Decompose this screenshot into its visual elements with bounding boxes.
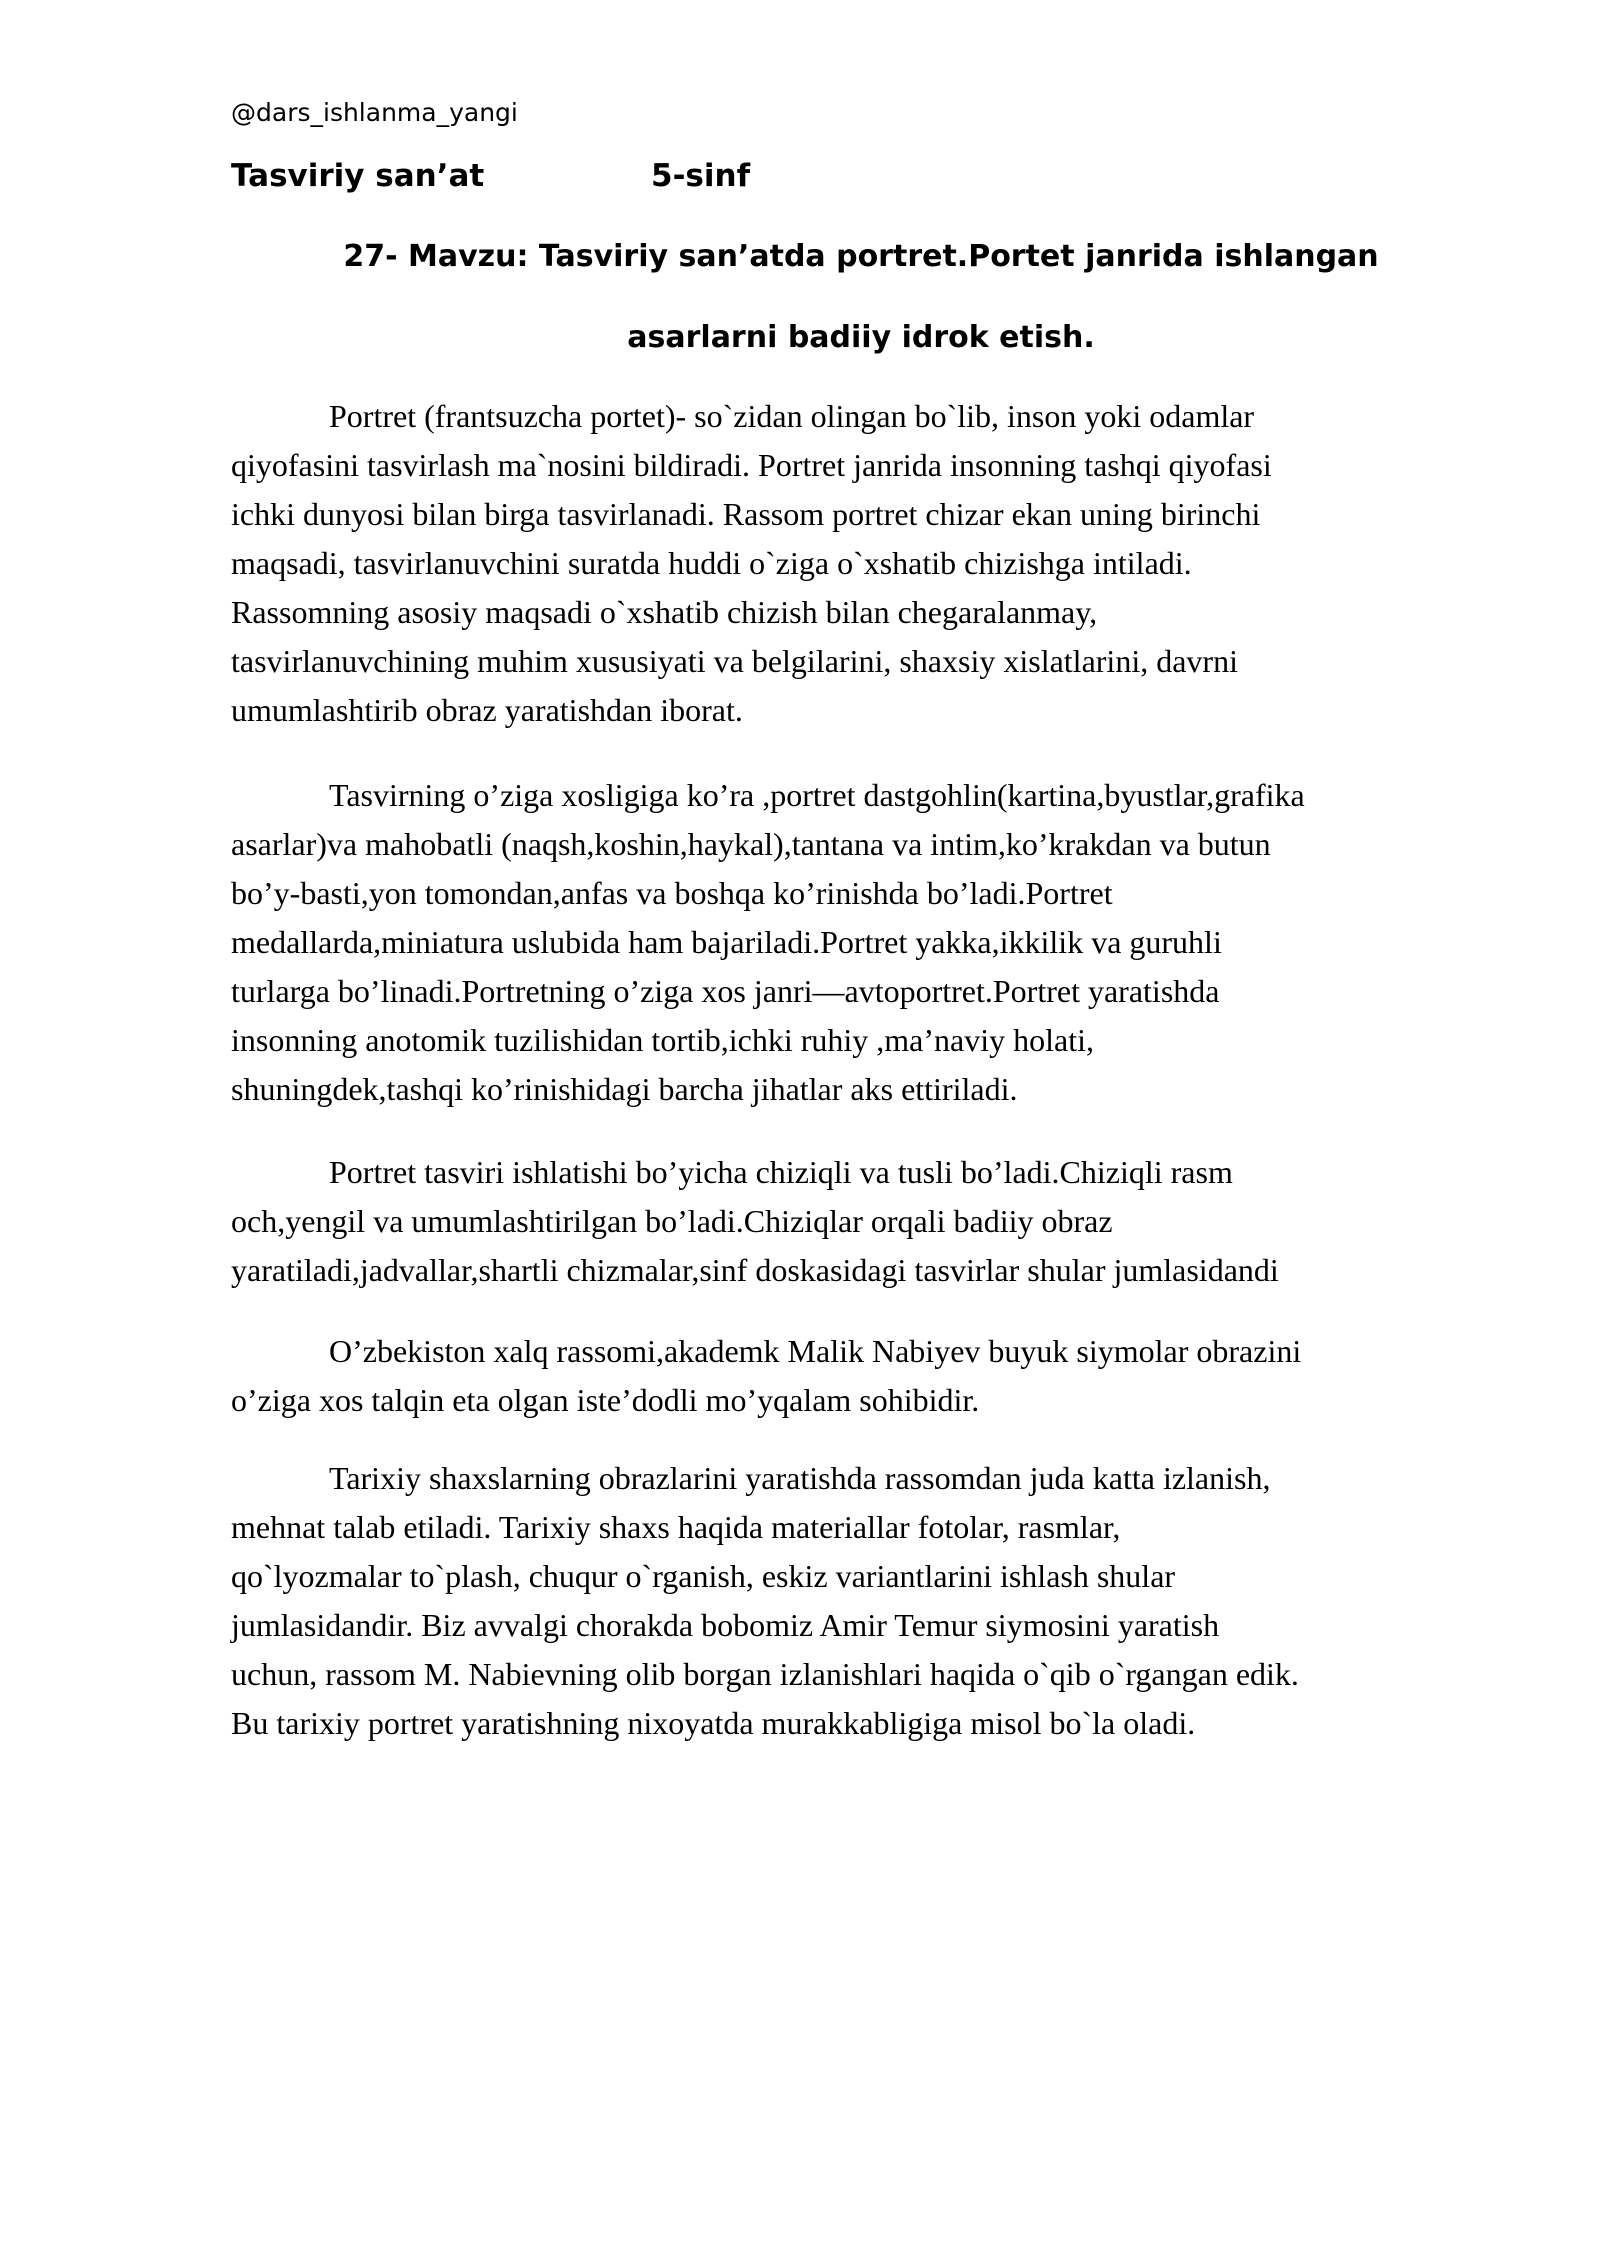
subject-label: Tasviriy san’at	[231, 158, 485, 194]
paragraph-line: Tasvirning o’ziga xosligiga ko’ra ,portret dastgohlin(kartina,byustlar,grafika	[329, 777, 1305, 813]
paragraph	[231, 771, 1521, 1114]
paragraph	[231, 1327, 1521, 1425]
paragraph	[231, 1454, 1521, 1748]
channel-handle: @dars_ishlanma_yangi	[231, 98, 518, 127]
paragraph-line: och,yengil va umumlashtirilgan bo’ladi.Chiziqlar orqali badiiy obraz	[231, 1203, 1113, 1239]
paragraph-line: qo`lyozmalar to`plash, chuqur o`rganish, eskiz variantlarini ishlash shular	[231, 1558, 1176, 1594]
grade-label: 5-sinf	[651, 158, 751, 194]
paragraph-line: tasvirlanuvchining muhim xususiyati va belgilarini, shaxsiy xislatlarini, davrni	[231, 643, 1238, 679]
topic-title-line-2: asarlarni badiiy idrok etish.	[627, 320, 1095, 355]
paragraph-line: asarlar)va mahobatli (naqsh,koshin,haykal),tantana va intim,ko’krakdan va butun	[231, 826, 1271, 862]
paragraph-line: Bu tarixiy portret yaratishning nixoyatda murakkabligiga misol bo`la oladi.	[231, 1705, 1196, 1741]
paragraph-line: mehnat talab etiladi. Tarixiy shaxs haqida materiallar fotolar, rasmlar,	[231, 1509, 1121, 1545]
paragraph-line: Tarixiy shaxslarning obrazlarini yaratishda rassomdan juda katta izlanish,	[329, 1460, 1271, 1496]
paragraph-line: Portret (frantsuzcha portet)- so`zidan olingan bo`lib, inson yoki odamlar	[329, 398, 1255, 434]
paragraph-line: bo’y-basti,yon tomondan,anfas va boshqa ko’rinishda bo’ladi.Portret	[231, 875, 1113, 911]
paragraph-line: O’zbekiston xalq rassomi,akademk Malik Nabiyev buyuk siymolar obrazini	[329, 1333, 1302, 1369]
paragraph-line: uchun, rassom M. Nabievning olib borgan izlanishlari haqida o`qib o`rgangan edik.	[231, 1656, 1299, 1692]
paragraph-line: qiyofasini tasvirlash ma`nosini bildiradi. Portret janrida insonning tashqi qiyofasi	[231, 447, 1272, 483]
topic-title-line-1: 27- Mavzu: Tasviriy san’atda portret.Portet janrida ishlangan	[343, 239, 1379, 274]
paragraph-line: Portret tasviri ishlatishi bo’yicha chiziqli va tusli bo’ladi.Chiziqli rasm	[329, 1154, 1233, 1190]
paragraph-line: maqsadi, tasvirlanuvchini suratda huddi o`ziga o`xshatib chizishga intiladi.	[231, 545, 1192, 581]
paragraph-line: umumlashtirib obraz yaratishdan iborat.	[231, 692, 743, 728]
paragraph	[231, 1148, 1521, 1295]
paragraph-line: ichki dunyosi bilan birga tasvirlanadi. Rassom portret chizar ekan uning birinchi	[231, 496, 1261, 532]
paragraph-line: yaratiladi,jadvallar,shartli chizmalar,sinf doskasidagi tasvirlar shular jumlasidandi	[231, 1252, 1279, 1288]
paragraph	[231, 392, 1521, 735]
paragraph-line: o’ziga xos talqin eta olgan iste’dodli mo’yqalam sohibidir.	[231, 1382, 980, 1418]
paragraph-line: medallarda,miniatura uslubida ham bajariladi.Portret yakka,ikkilik va guruhli	[231, 924, 1222, 960]
paragraph-line: turlarga bo’linadi.Portretning o’ziga xos janri—avtoportret.Portret yaratishda	[231, 973, 1220, 1009]
paragraph-line: jumlasidandir. Biz avvalgi chorakda bobomiz Amir Temur siymosini yaratish	[231, 1607, 1220, 1643]
paragraph-line: shuningdek,tashqi ko’rinishidagi barcha jihatlar aks ettiriladi.	[231, 1071, 1018, 1107]
paragraph-line: insonning anotomik tuzilishidan tortib,ichki ruhiy ,ma’naviy holati,	[231, 1022, 1094, 1058]
paragraph-line: Rassomning asosiy maqsadi o`xshatib chizish bilan chegaralanmay,	[231, 594, 1098, 630]
